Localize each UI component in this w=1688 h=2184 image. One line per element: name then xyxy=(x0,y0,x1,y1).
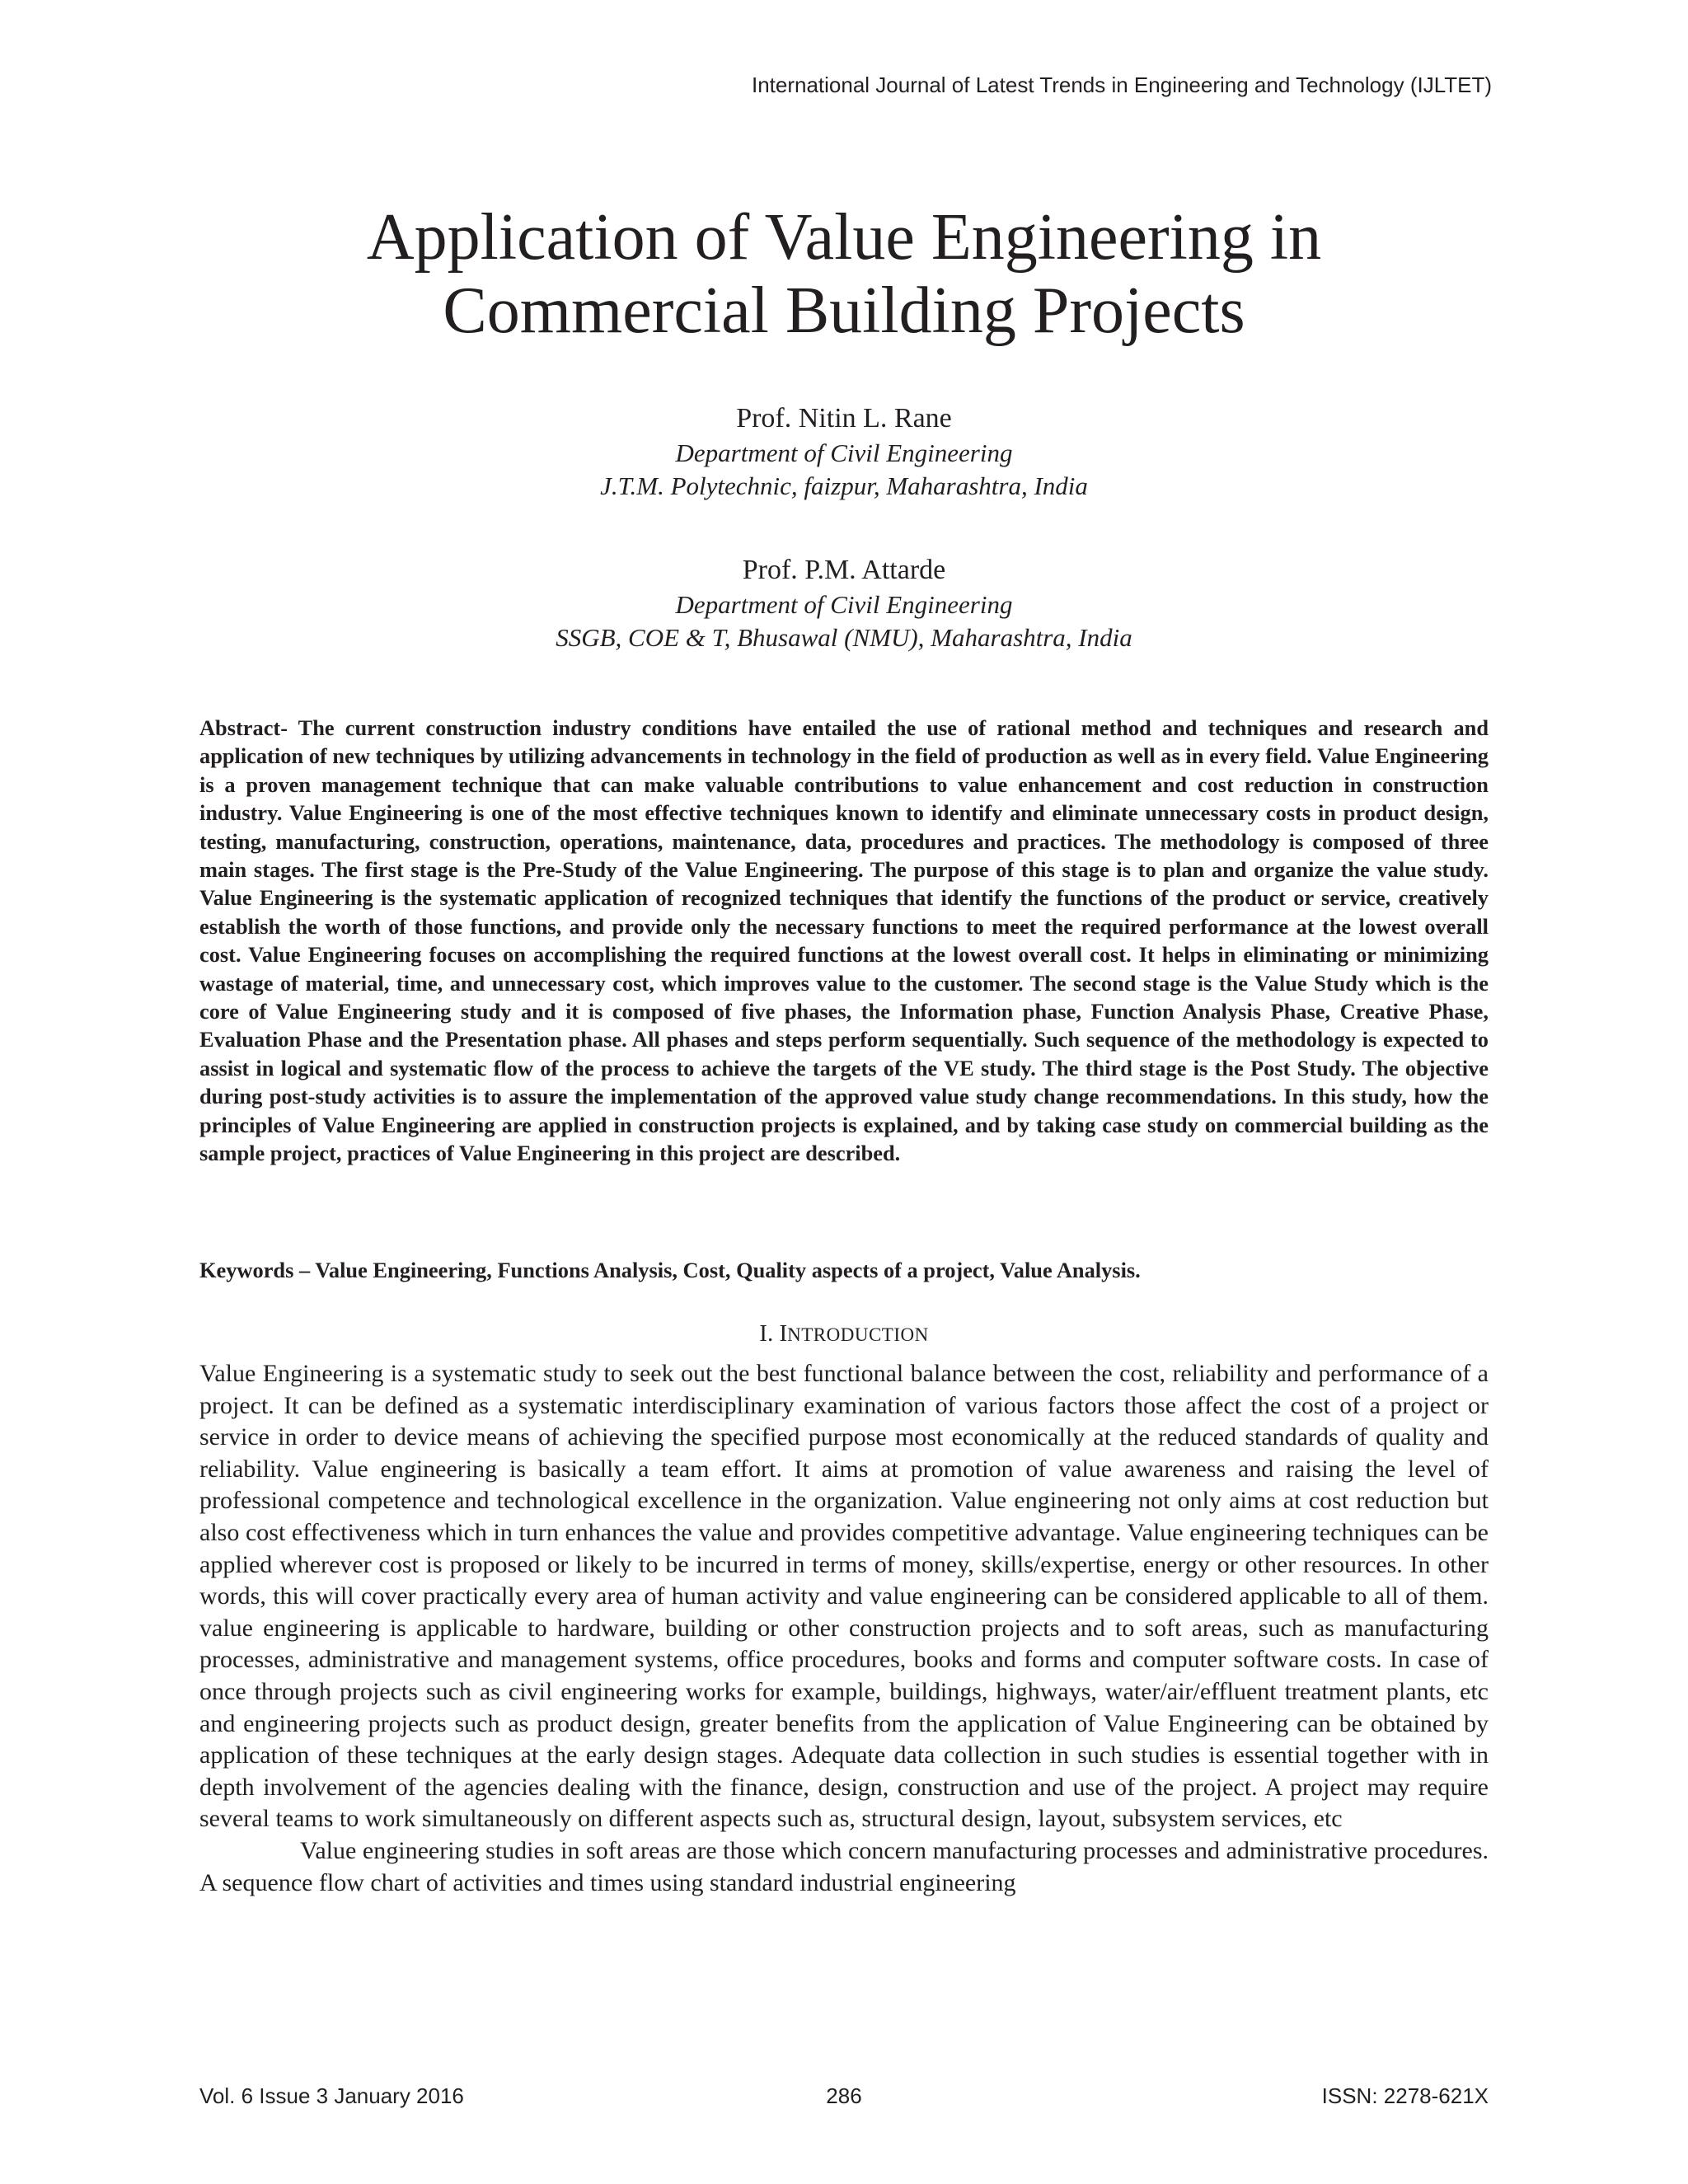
body-paragraph: Value Engineering is a systematic study to seek out the best functional balance between the cost, reliability and performance of a project. It can be defined as a systematic interdisciplinary examination of various factors those affect the cost of a project or service in order to device means of achieving the specified purpose most economically at the reduced standards of quality and reliability. Value engineering is basically a team effort. It aims at promotion of value awareness and raising the level of professional competence and technological excellence in the organization. Value engineering not only aims at cost reduction but also cost effectiveness which in turn enhances the value and provides competitive advantage. Value engineering techniques can be applied wherever cost is proposed or likely to be incurred in terms of money, skills/expertise, energy or other resources. In other words, this will cover practically every area of human activity and value engineering can be considered applicable to all of them. value engineering is applicable to hardware, building or other construction projects and to soft areas, such as manufacturing processes, administrative and management systems, office procedures, books and forms and computer software costs. In case of once through projects such as civil engineering works for example, buildings, highways, water/air/effluent treatment plants, etc and engineering projects such as product design, greater benefits from the application of Value Engineering can be obtained by application of these techniques at the early design stages. Adequate data collection in such studies is essential together with in depth involvement of the agencies dealing with the finance, design, construction and use of the project. A project may require several teams to work simultaneously on different aspects such as, structural design, layout, subsystem services, etc xyxy=(199,1360,1489,1833)
author-name: Prof. P.M. Attarde xyxy=(742,555,946,585)
section-name: NTRODUCTION xyxy=(787,1324,929,1345)
footer-volume: Vol. 6 Issue 3 January 2016 xyxy=(199,2083,464,2108)
section-heading-introduction xyxy=(198,1319,1490,1350)
author-2 xyxy=(198,552,1490,654)
author-affiliation xyxy=(198,437,1490,503)
keywords: Keywords – Value Engineering, Functions Analysis, Cost, Quality aspects of a project, Value Analysis. xyxy=(199,1258,1141,1282)
title-line-2: Commercial Building Projects xyxy=(443,274,1245,347)
abstract: Abstract- The current construction industry conditions have entailed the use of rational method and techniques and research and application of new techniques by utilizing advancements in technology in the field of production as well as in every field. Value Engineering is a proven management technique that can make valuable contributions to value enhancement and cost reduction in construction industry. Value Engineering is one of the most effective techniques known to identify and eliminate unnecessary costs in product design, testing, manufacturing, construction, operations, maintenance, data, procedures and practices. The methodology is composed of three main stages. The first stage is the Pre-Study of the Value Engineering. The purpose of this stage is to plan and organize the value study. Value Engineering is the systematic application of recognized techniques that identify the functions of the product or service, creatively establish the worth of those functions, and provide only the necessary functions to meet the required performance at the lowest overall cost. Value Engineering focuses on accomplishing the required functions at the lowest overall cost. It helps in eliminating or minimizing wastage of material, time, and unnecessary cost, which improves value to the customer. The second stage is the Value Study which is the core of Value Engineering study and it is composed of five phases, the Information phase, Function Analysis Phase, Creative Phase, Evaluation Phase and the Presentation phase. All phases and steps perform sequentially. Such sequence of the methodology is expected to assist in logical and systematic flow of the process to achieve the targets of the VE study. The third stage is the Post Study. The objective during post-study activities is to assure the implementation of the approved value study change recommendations. In this study, how the principles of Value Engineering are applied in construction projects is explained, and by taking case study on commercial building as the sample project, practices of Value Engineering in this project are described. xyxy=(199,715,1489,1166)
author-1 xyxy=(198,401,1490,503)
author-institution: SSGB, COE & T, Bhusawal (NMU), Maharashtra, India xyxy=(556,623,1132,652)
author-department: Department of Civil Engineering xyxy=(675,590,1013,619)
title-line-1: Application of Value Engineering in xyxy=(366,201,1322,274)
author-affiliation xyxy=(198,588,1490,654)
body-paragraph: Value engineering studies in soft areas are those which concern manufacturing processes and administrative procedures. A sequence flow chart of activities and times using standard industrial engineering xyxy=(199,1836,1489,1896)
author-institution: J.T.M. Polytechnic, faizpur, Maharashtra, India xyxy=(600,471,1088,500)
footer-issn: ISSN: 2278-621X xyxy=(1321,2083,1489,2108)
page-number: 286 xyxy=(826,2083,862,2108)
author-department: Department of Civil Engineering xyxy=(675,438,1013,467)
introduction-body xyxy=(199,1358,1489,1899)
paper-title xyxy=(198,201,1490,348)
author-name: Prof. Nitin L. Rane xyxy=(736,403,952,434)
page-footer xyxy=(199,2083,1489,2111)
running-head: International Journal of Latest Trends in Engineering and Technology (IJLTET) xyxy=(751,73,1492,97)
section-number: I. I xyxy=(759,1320,788,1347)
